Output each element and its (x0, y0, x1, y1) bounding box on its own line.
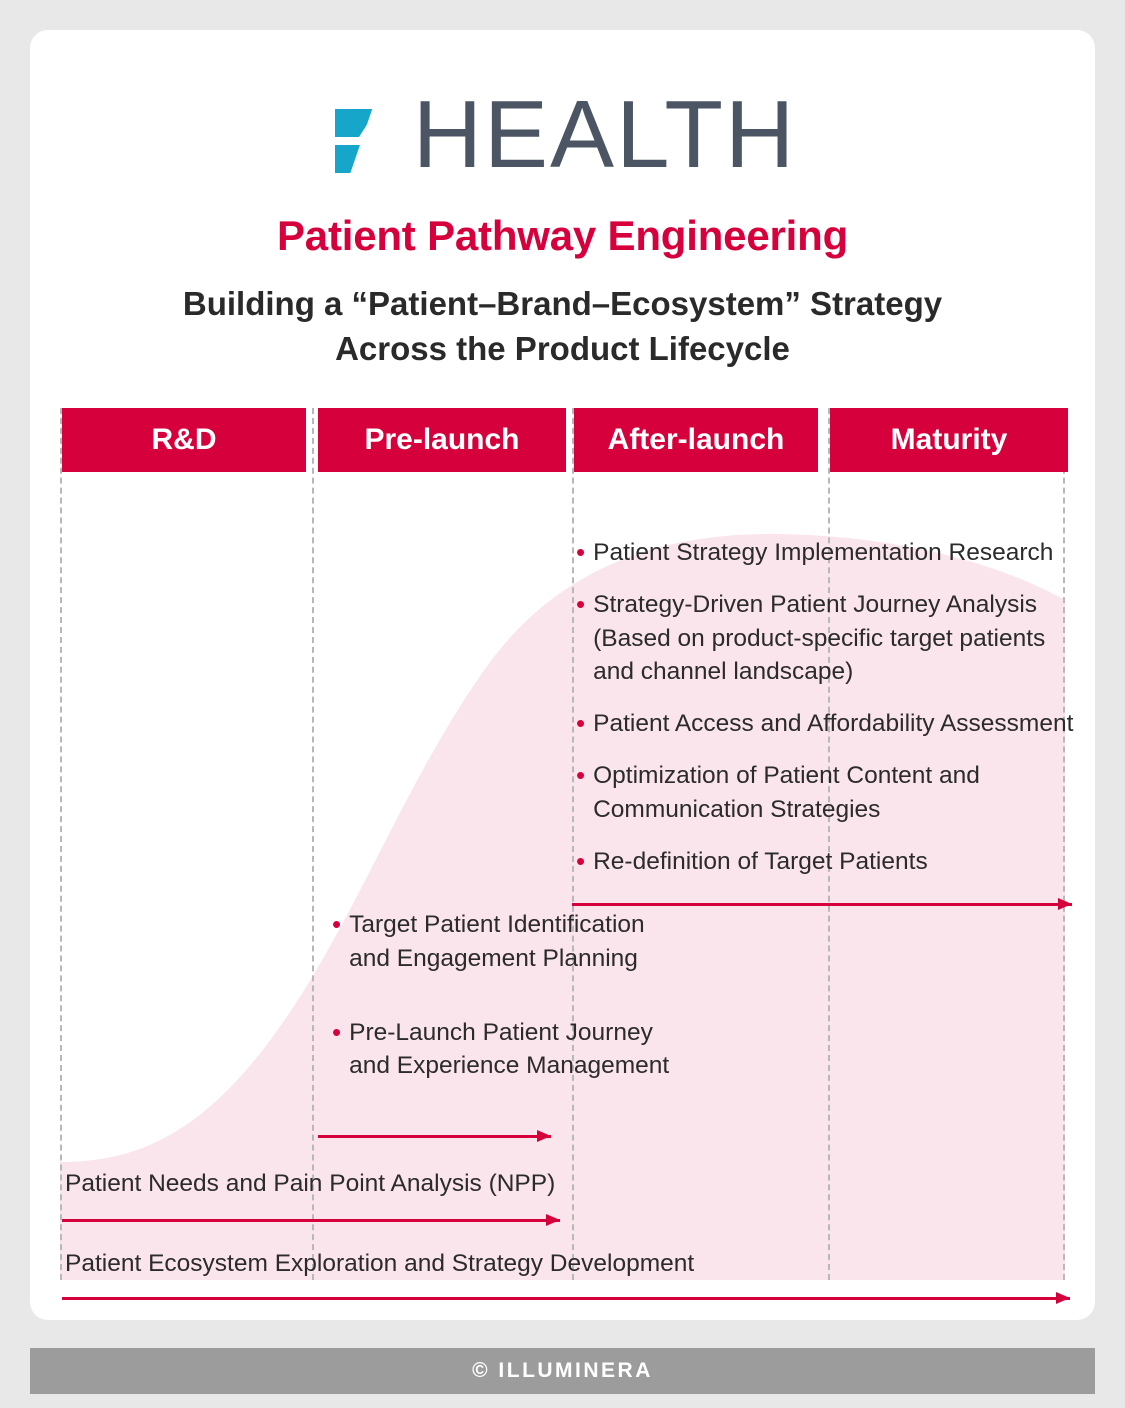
phase-header-after-launch[interactable]: After-launch (574, 408, 818, 472)
divider-left (60, 408, 62, 1280)
ecosystem-arrow (62, 1292, 1070, 1304)
copyright-text: © ILLUMINERA (472, 1359, 653, 1382)
bullet-text: Patient Strategy Implementation Research (593, 539, 1054, 566)
pre-launch-bullets (332, 908, 752, 1101)
bullet-text: Target Patient Identification and Engagement Planning (349, 911, 645, 972)
bullet-text: Pre-Launch Patient Journey and Experience Management (349, 1018, 670, 1080)
phase-header-maturity[interactable]: Maturity (830, 408, 1068, 472)
footer-bar (30, 1348, 1095, 1394)
ecosystem-label: Patient Ecosystem Exploration and Strategy Development (65, 1250, 695, 1277)
bullet-dot-icon: • (576, 759, 586, 790)
list-item (332, 1016, 752, 1084)
subtitle-line-2: Across the Product Lifecycle (335, 329, 790, 367)
list-item (576, 707, 1084, 741)
bullet-dot-icon: • (332, 909, 342, 939)
logo-wordmark: HEALTH (412, 81, 797, 188)
pre-launch-arrow (318, 1130, 551, 1142)
list-item (576, 536, 1084, 570)
bullet-dot-icon: • (576, 845, 586, 876)
divider-rd-prelaunch (312, 408, 314, 1280)
brand-logo (30, 81, 1095, 188)
lifecycle-diagram (60, 408, 1074, 1280)
bullet-dot-icon: • (576, 537, 586, 567)
illuminera-i-mark-icon (329, 85, 399, 185)
phase-header-pre-launch[interactable]: Pre-launch (318, 408, 566, 472)
npp-label: Patient Needs and Pain Point Analysis (NPP) (65, 1170, 556, 1197)
bullet-text: Strategy-Driven Patient Journey Analysis (Based on product-specific target patients and channel landscape) (593, 590, 1046, 686)
bullet-dot-icon: • (576, 708, 586, 739)
bullet-text: Patient Access and Affordability Assessment (593, 710, 1074, 738)
bullet-text: Optimization of Patient Content and Communication Strategies (593, 761, 980, 823)
bullet-text: Re-definition of Target Patients (593, 847, 928, 875)
divider-prelaunch-afterlaunch (572, 408, 574, 1280)
page-title: Patient Pathway Engineering (276, 212, 849, 259)
bullet-dot-icon: • (576, 588, 586, 619)
page-subtitle (30, 282, 1095, 371)
npp-arrow (62, 1214, 560, 1226)
list-item (576, 759, 1084, 827)
list-item (332, 908, 752, 976)
phase-header-rd[interactable]: R&D (62, 408, 306, 472)
list-item (576, 588, 1084, 689)
after-launch-bullets (576, 536, 1084, 896)
list-item (576, 845, 1084, 879)
content-card (30, 30, 1095, 1320)
subtitle-line-1: Building a “Patient–Brand–Ecosystem” Strategy (182, 285, 943, 322)
bullet-dot-icon: • (332, 1016, 342, 1047)
